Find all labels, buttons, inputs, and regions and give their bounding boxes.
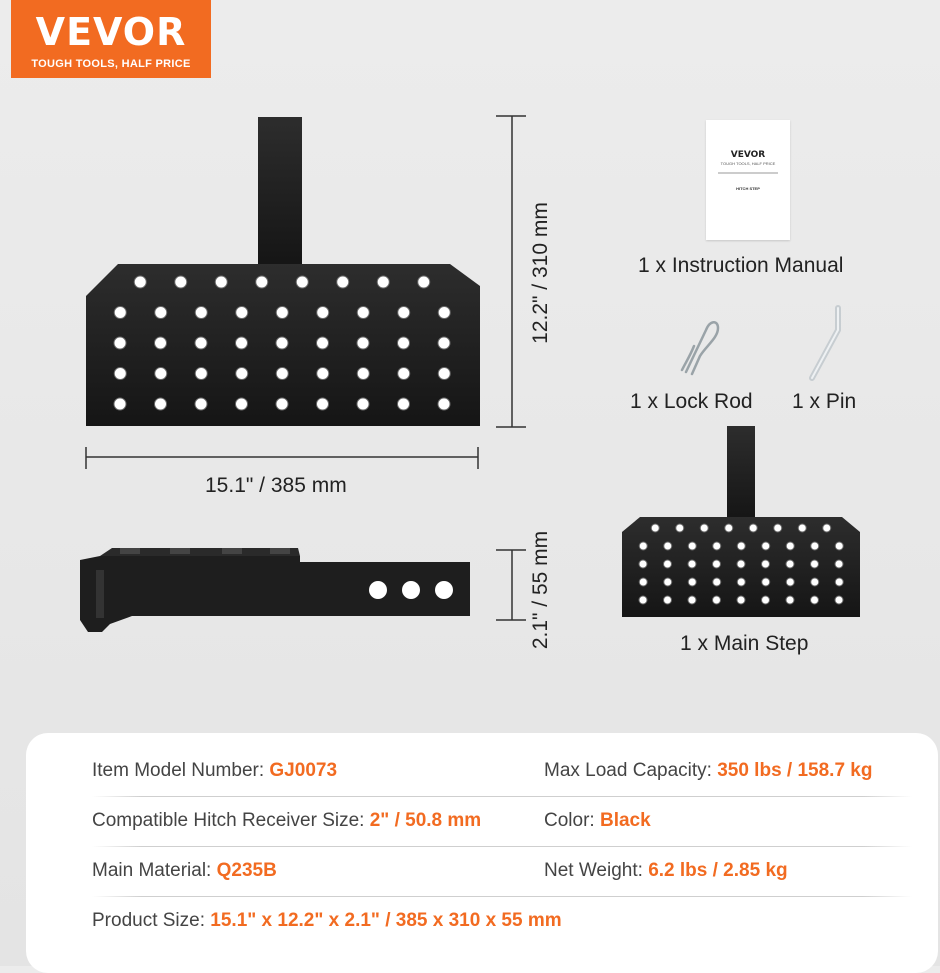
spec-row (92, 847, 912, 897)
tread-hole (155, 398, 167, 410)
tread-hole (195, 398, 207, 410)
tread-hole (811, 578, 819, 586)
tread-hole (276, 307, 288, 319)
tread-hole (256, 276, 268, 288)
spec-value: Q235B (216, 860, 277, 881)
tread-hole (155, 307, 167, 319)
spec-key: Max Load Capacity: (544, 760, 718, 781)
spec-value: 2" / 50.8 mm (369, 810, 482, 831)
tread-hole (134, 276, 146, 288)
spec-key: Color: (544, 810, 600, 831)
tread-hole (811, 560, 819, 568)
tread-hole (418, 276, 430, 288)
spec-row (92, 747, 912, 797)
tread-hole (276, 368, 288, 380)
tread-hole (438, 368, 450, 380)
tread-hole (438, 337, 450, 349)
tread-hole (762, 596, 770, 604)
tread-hole (195, 337, 207, 349)
item-instruction-manual: 1 x Instruction Manual (638, 254, 844, 277)
spec-value: Black (599, 810, 651, 831)
tread-hole (774, 524, 782, 532)
spec-product-size (92, 910, 562, 932)
tread-hole (317, 307, 329, 319)
tread-hole (811, 596, 819, 604)
tread-hole (114, 307, 126, 319)
tread-hole (236, 337, 248, 349)
tread-hole (357, 368, 369, 380)
main-step-icon (622, 426, 860, 617)
tread-hole (155, 368, 167, 380)
tread-hole (835, 560, 843, 568)
tread-hole (713, 542, 721, 550)
tread-hole (664, 542, 672, 550)
tread-hole (357, 398, 369, 410)
thickness-label: 2.1" / 55 mm (529, 530, 552, 650)
tread-hole (438, 398, 450, 410)
tread-hole (737, 560, 745, 568)
logo-brand: VEVOR (35, 10, 187, 54)
tread-hole (713, 560, 721, 568)
tread-hole (296, 276, 308, 288)
spec-key: Net Weight: (544, 860, 649, 881)
item-main-step: 1 x Main Step (680, 632, 809, 655)
tread-hole (700, 524, 708, 532)
tread-hole (195, 307, 207, 319)
tread-hole (786, 578, 794, 586)
tread-hole (398, 398, 410, 410)
spec-row (92, 797, 912, 847)
spec-max-load (544, 760, 872, 782)
tread-hole (639, 596, 647, 604)
tread-hole (398, 307, 410, 319)
tread-hole (195, 368, 207, 380)
lock-rod-icon (682, 322, 718, 374)
tread-hole (737, 578, 745, 586)
spec-value: GJ0073 (269, 760, 338, 781)
spec-material (92, 860, 277, 882)
tread-hole (664, 560, 672, 568)
spec-table (26, 733, 938, 973)
tread-hole (114, 398, 126, 410)
manual-title: HITCH STEP (736, 186, 760, 191)
spec-row (92, 897, 912, 947)
tread-hole (664, 578, 672, 586)
tread-hole (317, 337, 329, 349)
tread-hole (737, 542, 745, 550)
height-dimension-line (496, 116, 526, 427)
tread-hole (114, 337, 126, 349)
tread-hole (786, 560, 794, 568)
tread-hole (664, 596, 672, 604)
tread-hole (688, 596, 696, 604)
tread-hole (317, 398, 329, 410)
spec-net-weight (544, 860, 788, 882)
tread-hole (377, 276, 389, 288)
tread-hole (762, 560, 770, 568)
spec-value: 6.2 lbs / 2.85 kg (648, 860, 788, 881)
tread-hole (786, 596, 794, 604)
spec-key: Main Material: (92, 860, 217, 881)
spec-key: Product Size: (92, 910, 211, 931)
tread-hole (798, 524, 806, 532)
tread-hole (676, 524, 684, 532)
logo-tagline: TOUGH TOOLS, HALF PRICE (31, 58, 191, 70)
hitch-step-top-view (86, 117, 480, 426)
tread-hole (713, 578, 721, 586)
tread-hole (639, 560, 647, 568)
tread-hole (835, 596, 843, 604)
tread-hole (835, 542, 843, 550)
tread-hole (762, 542, 770, 550)
tread-hole (114, 368, 126, 380)
tread-hole (688, 578, 696, 586)
tread-hole (398, 337, 410, 349)
tread-hole (276, 398, 288, 410)
manual-tagline: TOUGH TOOLS, HALF PRICE (720, 161, 776, 166)
spec-key: Compatible Hitch Receiver Size: (92, 810, 370, 831)
item-pin: 1 x Pin (792, 390, 857, 413)
tread-hole (175, 276, 187, 288)
tread-hole (398, 368, 410, 380)
tread-hole (835, 578, 843, 586)
tread-hole (639, 542, 647, 550)
tread-hole (337, 276, 349, 288)
tread-hole (737, 596, 745, 604)
tread-hole (762, 578, 770, 586)
spec-value: 15.1" x 12.2" x 2.1" / 385 x 310 x 55 mm (210, 910, 562, 931)
spec-item-model (92, 760, 337, 782)
tread-hole (688, 542, 696, 550)
manual-divider (718, 172, 778, 174)
width-dimension-line (86, 447, 478, 469)
spec-color (544, 810, 651, 832)
tread-hole (713, 596, 721, 604)
tread-hole (236, 368, 248, 380)
spec-key: Item Model Number: (92, 760, 270, 781)
tread-hole (215, 276, 227, 288)
item-lock-rod: 1 x Lock Rod (630, 390, 753, 413)
spec-value: 350 lbs / 158.7 kg (717, 760, 873, 781)
tread-hole (438, 307, 450, 319)
manual-brand: VEVOR (730, 150, 766, 160)
tread-hole (651, 524, 659, 532)
manual-icon (706, 120, 790, 240)
spec-hitch-size (92, 810, 481, 832)
tread-hole (236, 307, 248, 319)
height-label: 12.2" / 310 mm (529, 202, 552, 344)
pin-icon (812, 308, 838, 378)
tread-hole (236, 398, 248, 410)
tread-hole (823, 524, 831, 532)
tread-hole (317, 368, 329, 380)
tread-hole (639, 578, 647, 586)
tread-hole (725, 524, 733, 532)
width-label: 15.1" / 385 mm (205, 474, 347, 497)
tread-hole (811, 542, 819, 550)
tread-hole (276, 337, 288, 349)
tread-hole (155, 337, 167, 349)
tread-hole (786, 542, 794, 550)
thickness-dimension-line (496, 550, 526, 620)
hitch-step-side-view (80, 548, 470, 632)
tread-hole (357, 337, 369, 349)
tread-hole (688, 560, 696, 568)
tread-hole (357, 307, 369, 319)
tread-hole (749, 524, 757, 532)
